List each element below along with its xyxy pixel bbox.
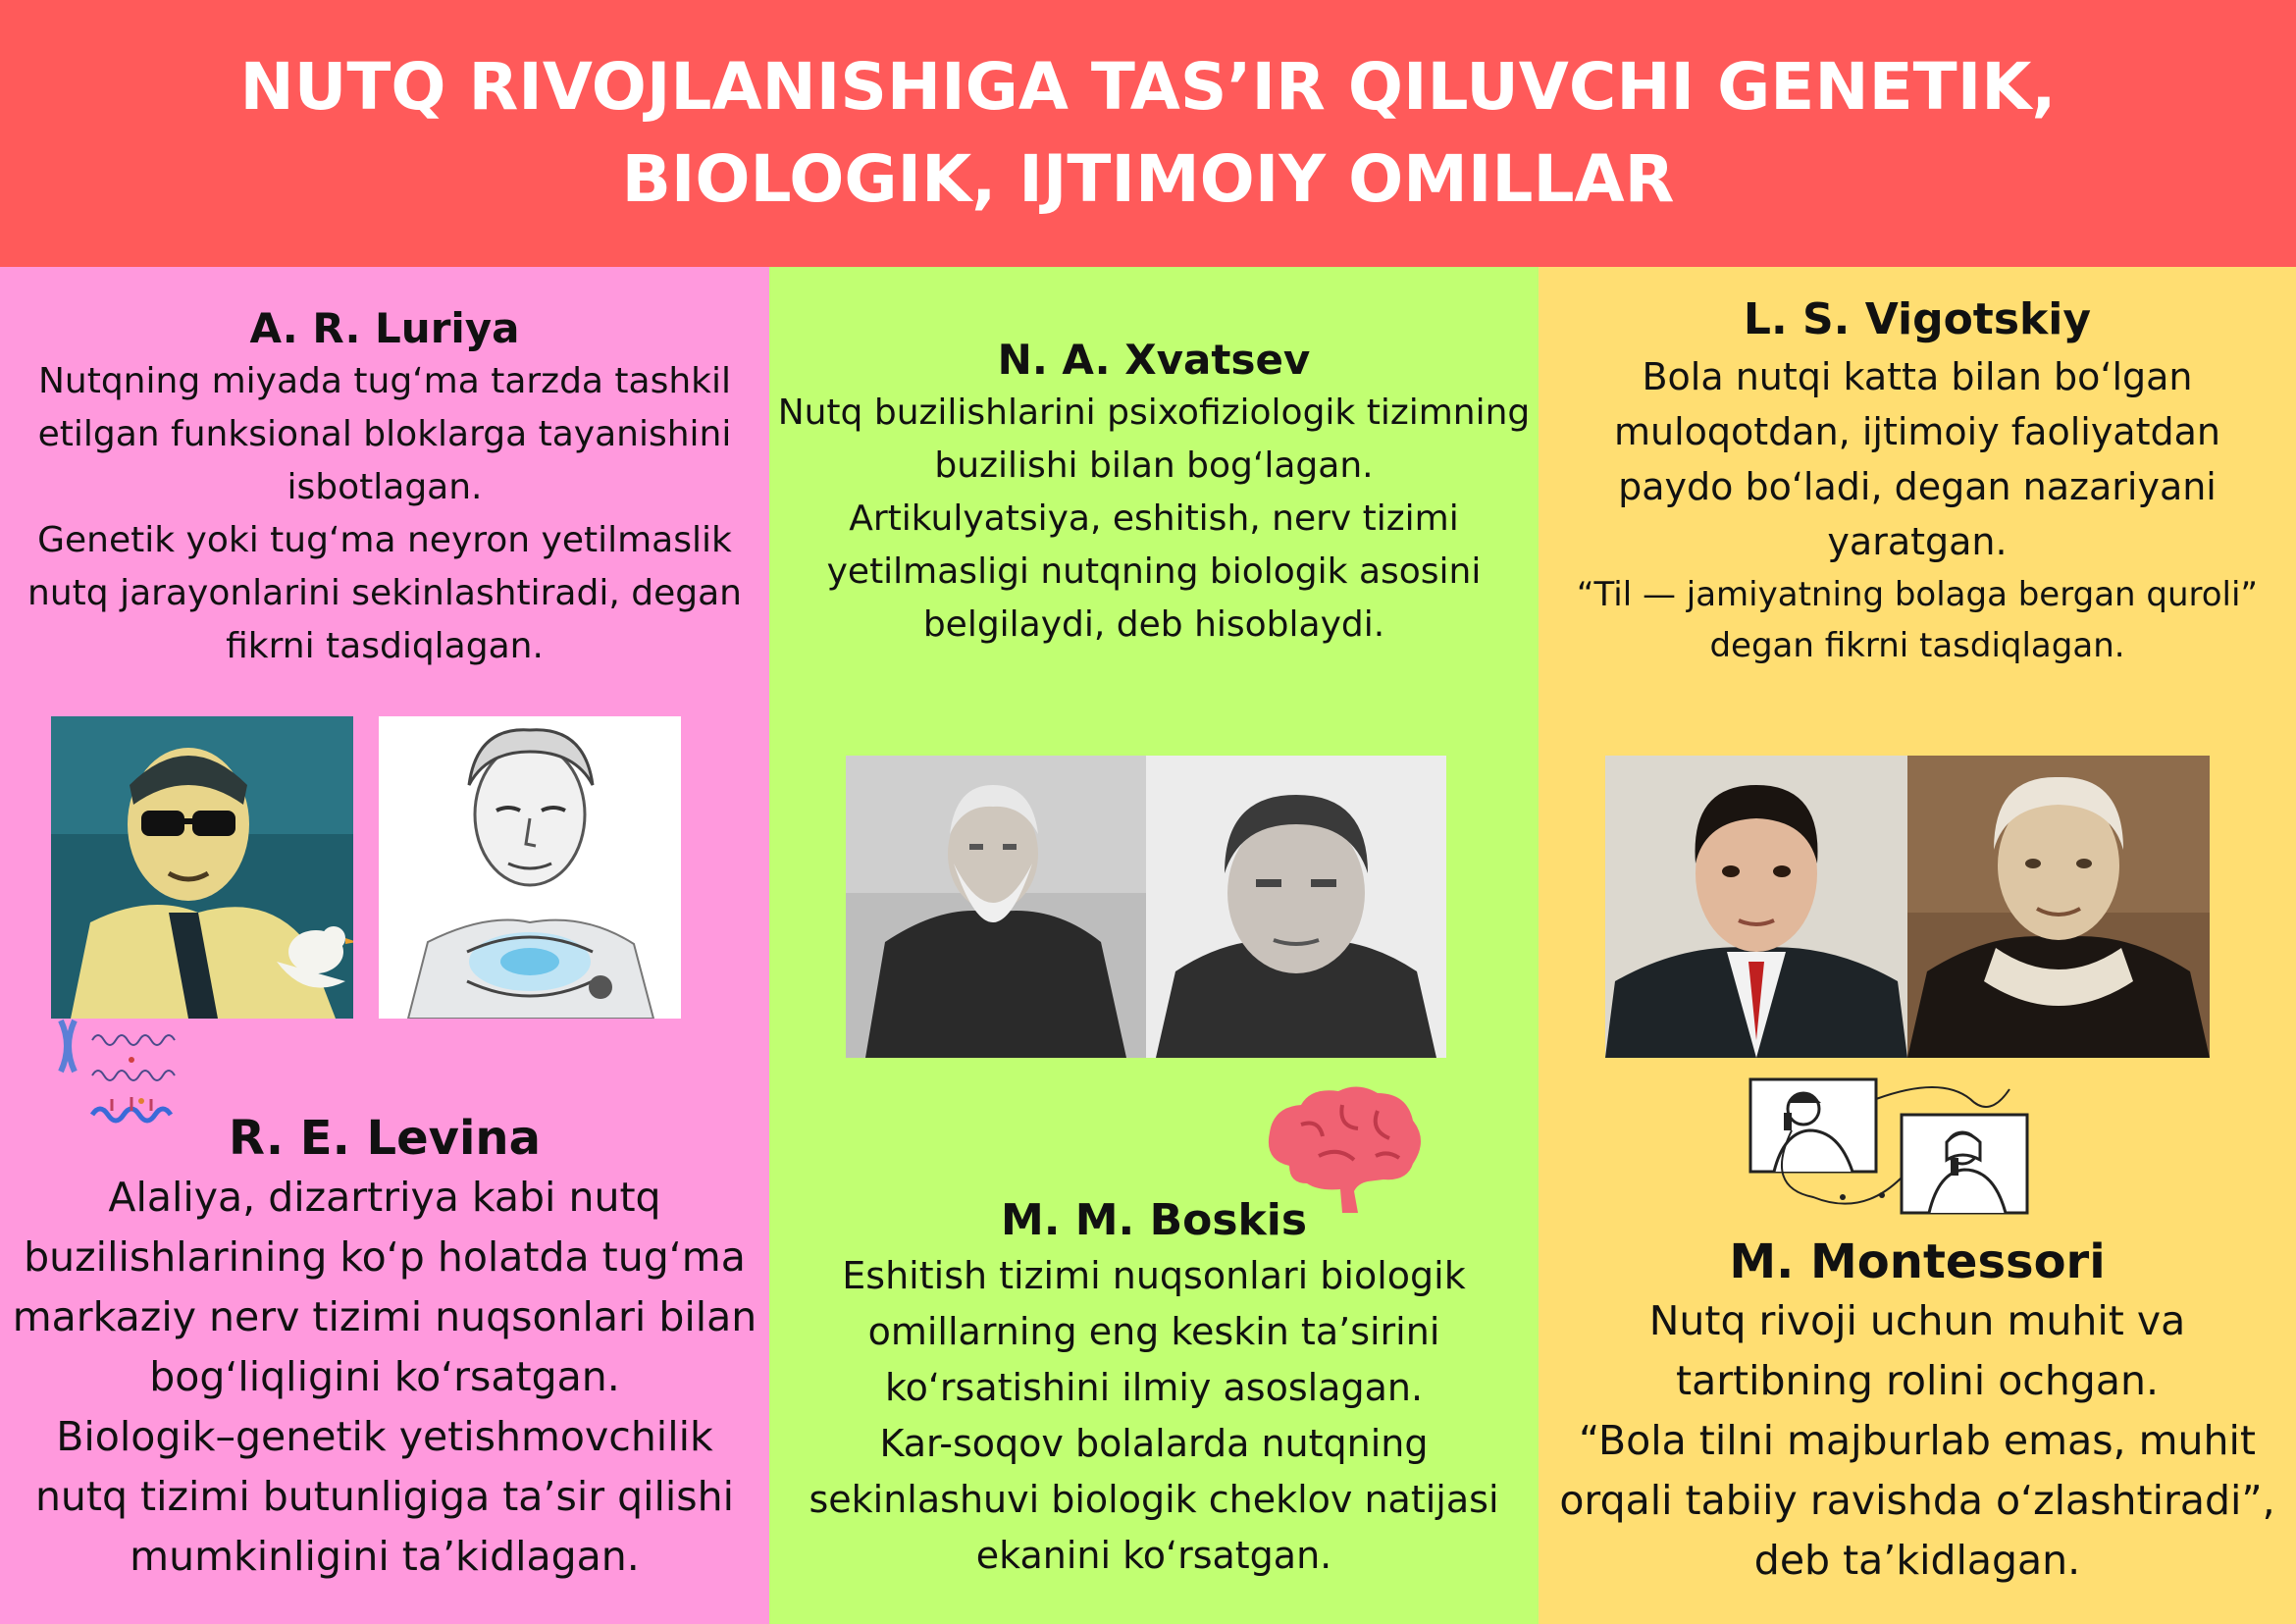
column-social — [1539, 267, 2296, 1624]
luriya-line-5: nutq jarayonlarini sekinlashtiradi, degan — [27, 573, 742, 613]
montessori-name: M. Montessori — [1729, 1234, 2106, 1289]
montessori-line-5: deb ta’kidlagan. — [1753, 1537, 2081, 1584]
montessori-block — [1539, 1232, 2296, 1591]
luriya-name: A. R. Luriya — [249, 304, 520, 352]
boskis-block — [769, 1193, 1539, 1584]
levina-line-6: nutq tizimi butunligiga ta’sir qilishi — [34, 1473, 735, 1520]
column-biological — [769, 267, 1539, 1624]
boskis-line-1: Eshitish tizimi nuqsonlari biologik — [842, 1254, 1466, 1297]
vigotskiy-line-4: yaratgan. — [1827, 520, 2008, 563]
montessori-line-2: tartibning rolini ochgan. — [1676, 1357, 2159, 1404]
levina-line-1: Alaliya, dizartriya kabi nutq — [108, 1174, 661, 1221]
levina-line-7: mumkinligini ta’kidlagan. — [130, 1533, 640, 1580]
xvatsev-portrait — [846, 756, 1146, 1058]
boskis-line-4: Kar-soqov bolalarda nutqning — [879, 1422, 1429, 1465]
levina-line-3: markaziy nerv tizimi nuqsonlari bilan — [12, 1293, 757, 1340]
levina-line-2: buzilishlarining ko‘p holatda tug‘ma — [24, 1233, 746, 1281]
xvatsev-line-4: yetilmasligi nutqning biologik asosini — [826, 551, 1482, 592]
luriya-line-6: fikrni tasdiqlagan. — [226, 626, 544, 666]
vigotskiy-block — [1539, 290, 2296, 671]
phone-conversation-icon — [1745, 1070, 2039, 1227]
vigotskiy-portrait — [1605, 756, 1907, 1058]
montessori-line-3: “Bola tilni majburlab emas, muhit — [1579, 1417, 2256, 1464]
montessori-line-4: orqali tabiiy ravishda o‘zlashtiradi”, — [1559, 1477, 2275, 1524]
boskis-portrait — [1146, 756, 1446, 1058]
vigotskiy-line-3: paydo bo‘ladi, degan nazariyani — [1618, 465, 2217, 508]
levina-line-4: bog‘liqligini ko‘rsatgan. — [149, 1353, 620, 1400]
vigotskiy-line-5: “Til — jamiyatning bolaga bergan quroli” — [1576, 575, 2259, 614]
page-title: NUTQ RIVOJLANISHIGA TAS’IR QILUVCHI GENETIK, BIOLOGIK, IJTIMOIY OMILLAR — [239, 49, 2057, 217]
boskis-line-6: ekanini ko‘rsatgan. — [975, 1534, 1332, 1577]
luriya-line-3: isbotlagan. — [287, 467, 483, 507]
boskis-line-2: omillarning eng keskin ta’sirini — [867, 1310, 1440, 1353]
xvatsev-block — [769, 334, 1539, 652]
luriya-line-1: Nutqning miyada tug‘ma tarzda tashkil — [37, 361, 732, 401]
luriya-line-4: Genetik yoki tug‘ma neyron yetilmaslik — [37, 520, 732, 560]
luriya-block — [0, 302, 769, 673]
column-genetic — [0, 267, 769, 1624]
header-banner — [0, 0, 2296, 267]
boskis-line-3: ko‘rsatishini ilmiy asoslagan. — [884, 1366, 1424, 1409]
xvatsev-line-5: belgilaydi, deb hisoblaydi. — [922, 604, 1385, 645]
montessori-portrait — [1907, 756, 2210, 1058]
xvatsev-name: N. A. Xvatsev — [997, 336, 1311, 384]
boskis-name: M. M. Boskis — [1000, 1195, 1308, 1245]
xvatsev-line-2: buzilishi bilan bog‘lagan. — [934, 445, 1374, 486]
xvatsev-line-3: Artikulyatsiya, eshitish, nerv tizimi — [849, 498, 1459, 539]
vigotskiy-line-6: degan fikrni tasdiqlagan. — [1709, 626, 2125, 665]
luriya-line-2: etilgan funksional bloklarga tayanishini — [37, 414, 732, 454]
montessori-line-1: Nutq rivoji uchun muhit va — [1648, 1297, 2186, 1344]
vigotskiy-line-1: Bola nutqi katta bilan bo‘lgan — [1642, 355, 2193, 398]
levina-block — [0, 1109, 769, 1587]
luriya-portrait-1 — [51, 716, 353, 1019]
vigotskiy-line-2: muloqotdan, ijtimoiy faoliyatdan — [1614, 410, 2220, 453]
levina-line-5: Biologik–genetik yetishmovchilik — [56, 1413, 713, 1460]
boskis-line-5: sekinlashuvi biologik cheklov natijasi — [809, 1478, 1499, 1521]
vigotskiy-name: L. S. Vigotskiy — [1743, 294, 2092, 344]
xvatsev-line-1: Nutq buzilishlarini psixofiziologik tizimning — [777, 393, 1531, 433]
levina-name: R. E. Levina — [229, 1111, 541, 1166]
luriya-portrait-2 — [379, 716, 681, 1019]
